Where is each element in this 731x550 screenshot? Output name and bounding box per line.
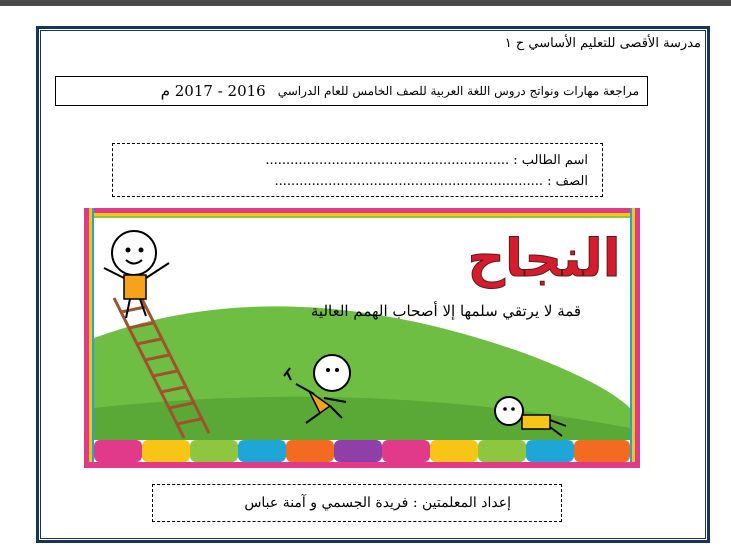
student-name-field[interactable]: اسم الطالب : ...........................................................: [265, 153, 588, 168]
poster-left-border: [84, 208, 94, 468]
review-title-box: [55, 76, 648, 106]
top-bar: [0, 0, 731, 6]
success-poster: [84, 208, 640, 468]
student-info-box: [112, 143, 603, 197]
poster-title: النجاح: [467, 229, 621, 289]
school-name: مدرسة الأقصى للتعليم الأساسي ح ١: [504, 36, 701, 51]
poster-bottom-border: [84, 440, 640, 468]
teachers-box: [152, 484, 562, 522]
poster-quote: قمة لا يرتقي سلمها إلا أصحاب الهمم العالية: [310, 302, 582, 320]
poster-right-border: [630, 208, 640, 468]
review-title: مراجعة مهارات ونواتج دروس اللغة العربية للصف الخامس للعام الدراسي: [277, 84, 639, 98]
academic-year: 2016 - 2017 م: [160, 82, 266, 100]
student-class-field[interactable]: الصف : .................................................................: [274, 174, 588, 189]
poster-top-border: [84, 208, 640, 218]
teachers-label: إعداد المعلمتين : فريدة الجسمي و آمنة عباس: [244, 495, 511, 511]
